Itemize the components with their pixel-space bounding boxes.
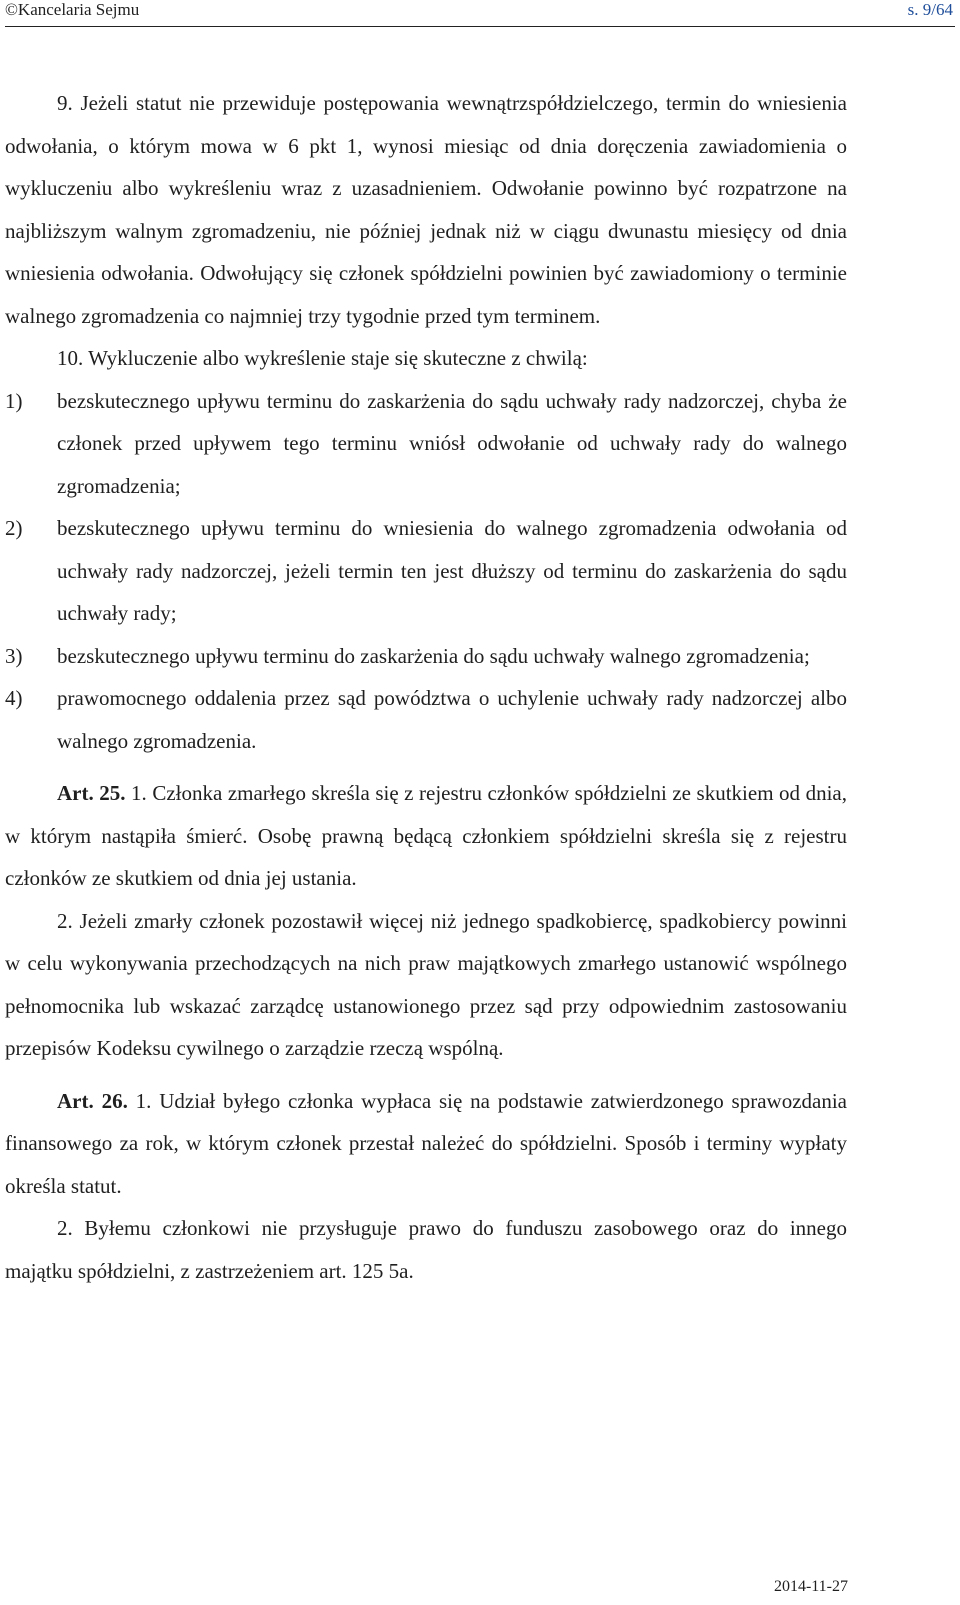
article-26-section-2: 2. Byłemu członkowi nie przysługuje prawo do funduszu zasobowego oraz do innego majątku spółdzielni, z zastrzeżeniem art. 125 5a. [5,1216,847,1283]
article-25-label: Art. 25. [57,781,126,805]
list-item [5,380,847,508]
article-26-section-1 [5,1080,847,1208]
list-item-number: 4) [5,686,23,710]
list-item-text: bezskutecznego upływu terminu do zaskarżenia do sądu uchwały walnego zgromadzenia; [57,643,810,668]
list-item-number: 2) [5,516,23,540]
list-item-text: prawomocnego oddalenia przez sąd powództwa o uchylenie uchwały rady nadzorczej albo walnego zgromadzenia. [57,686,847,753]
page-number: s. 9/64 [907,0,953,19]
footer-date: 2014-11-27 [773,1578,848,1595]
copyright-label: ©Kancelaria Sejmu [5,0,140,19]
page-header [5,0,955,27]
document-body [5,82,847,1292]
list-item [5,507,847,635]
article-25-section-1-text: 1. Członka zmarłego skreśla się z rejestru członków spółdzielni ze skutkiem od dnia, w którym nastąpiła śmierć. Osobę prawną będącą członkiem spółdzielni skreśla się z rejestru członków ze skutkiem od dnia jej ustania. [5,781,847,890]
article-26-section-1-text: 1. Udział byłego członka wypłaca się na podstawie zatwierdzonego sprawozdania finansowego za rok, w którym członek przestał należeć do spółdzielni. Sposób i terminy wypłaty określa statut. [5,1088,847,1198]
list-item-number: 1) [5,388,23,413]
paragraph-9: 9. Jeżeli statut nie przewiduje postępowania wewnątrzspółdzielczego, termin do wniesienia odwołania, o którym mowa w 6 pkt 1, wynosi miesiąc od dnia doręczenia zawiadomienia o wykluczeniu albo wykreśleniu wraz z uzasadnieniem. Odwołanie powinno być rozpatrzone na najbliższym walnym zgromadzeniu, nie później jednak niż w ciągu dwunastu miesięcy od dnia wniesienia odwołania. Odwołujący się członek spółdzielni powinien być zawiadomiony o terminie walnego zgromadzenia co najmniej trzy tygodnie przed tym terminem. [5,91,847,328]
list-item-text: bezskutecznego upływu terminu do wniesienia do walnego zgromadzenia odwołania od uchwały rady nadzorczej, jeżeli termin ten jest dłuższy od terminu do zaskarżenia do sądu uchwały rady; [57,516,847,625]
list-item [5,635,847,678]
article-26-label: Art. 26. [57,1088,128,1113]
article-25-section-2: 2. Jeżeli zmarły członek pozostawił więcej niż jednego spadkobiercę, spadkobiercy powinni w celu wykonywania przechodzących na nich praw majątkowych zmarłego ustanowić wspólnego pełnomocnika lub wskazać zarządcę ustanowionego przez sąd przy odpowiednim zastosowaniu przepisów Kodeksu cywilnego o zarządzie rzeczą wspólną. [5,908,847,1060]
article-25-section-1 [5,772,847,900]
paragraph-10: 10. Wykluczenie albo wykreślenie staje się skuteczne z chwilą: [57,346,588,370]
list-item [5,677,847,762]
list-item-text: bezskutecznego upływu terminu do zaskarżenia do sądu uchwały rady nadzorczej, chyba że członek przed upływem tego terminu wniósł odwołanie od uchwały rady do walnego zgromadzenia; [57,388,847,498]
list-item-number: 3) [5,643,23,668]
